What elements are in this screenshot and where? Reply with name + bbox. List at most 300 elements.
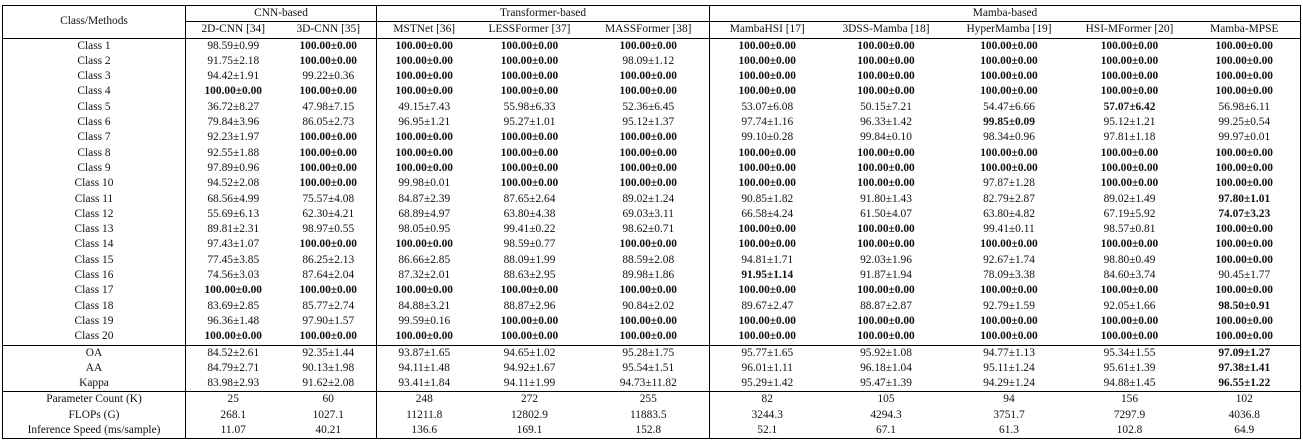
value-text: 97.74±1.16: [741, 116, 794, 129]
value-cell: [377, 299, 472, 314]
cost-row: [3, 408, 1301, 423]
best-value: 100.00±0.00: [1215, 330, 1273, 343]
value-cell: [281, 84, 377, 99]
value-cell: [948, 253, 1071, 268]
value-cell: [281, 176, 377, 191]
value-text: 93.87±1.65: [398, 346, 451, 359]
value-text: 82: [761, 393, 773, 406]
best-value: 100.00±0.00: [619, 146, 677, 159]
value-cell: [948, 176, 1071, 191]
value-cell: [710, 376, 825, 392]
value-cell: [825, 222, 948, 237]
value-cell: [186, 84, 281, 99]
value-cell: [825, 329, 948, 345]
best-value: 100.00±0.00: [299, 161, 357, 174]
value-cell: [472, 69, 588, 84]
best-value: 100.00±0.00: [299, 131, 357, 144]
value-text: 97.43±1.07: [207, 238, 260, 251]
value-cell: [281, 345, 377, 361]
value-cell: [948, 222, 1071, 237]
best-value: 100.00±0.00: [619, 131, 677, 144]
value-text: 82.79±2.87: [983, 192, 1035, 205]
value-text: 36.72±8.27: [207, 100, 260, 113]
value-cell: [377, 161, 472, 176]
row-label: Class 9: [3, 161, 186, 176]
best-value: 100.00±0.00: [619, 314, 677, 327]
value-text: 86.05±2.73: [302, 116, 355, 129]
value-cell: [186, 268, 281, 283]
method-header: MSTNet [36]: [377, 22, 472, 38]
row-label: FLOPs (G): [3, 408, 186, 423]
best-value: 100.00±0.00: [1215, 314, 1273, 327]
value-text: 7297.9: [1113, 408, 1146, 421]
value-cell: [186, 423, 281, 439]
value-cell: [948, 314, 1071, 329]
best-value: 100.00±0.00: [500, 70, 559, 83]
best-value: 100.00±0.00: [500, 284, 559, 297]
row-label: Class 10: [3, 176, 186, 191]
row-label: Parameter Count (K): [3, 392, 186, 408]
value-cell: [186, 392, 281, 408]
value-cell: [186, 222, 281, 237]
value-cell: [1189, 237, 1301, 252]
value-text: 11211.8: [406, 408, 443, 421]
value-text: 152.8: [635, 424, 662, 437]
best-value: 100.00±0.00: [1215, 253, 1273, 266]
value-text: 77.45±3.85: [207, 253, 260, 266]
row-label: Class 19: [3, 314, 186, 329]
value-cell: [472, 38, 588, 54]
best-value: 100.00±0.00: [500, 177, 559, 190]
value-text: 79.84±3.96: [207, 116, 260, 129]
value-cell: [1071, 69, 1189, 84]
value-text: 97.81±1.18: [1103, 131, 1156, 144]
value-text: 156: [1120, 393, 1139, 406]
cost-row: [3, 423, 1301, 439]
value-cell: [825, 84, 948, 99]
best-value: 100.00±0.00: [857, 177, 915, 190]
value-cell: [825, 376, 948, 392]
value-cell: [948, 392, 1071, 408]
value-cell: [281, 253, 377, 268]
best-value: 57.07±6.42: [1103, 100, 1156, 113]
class-row: [3, 84, 1301, 99]
value-text: 3751.7: [993, 408, 1025, 421]
value-cell: [1189, 283, 1301, 298]
value-cell: [710, 192, 825, 207]
value-text: 84.52±2.61: [207, 346, 260, 359]
value-cell: [186, 176, 281, 191]
best-value: 100.00±0.00: [500, 54, 559, 67]
class-row: [3, 192, 1301, 207]
value-cell: [948, 408, 1071, 423]
value-cell: [710, 268, 825, 283]
value-cell: [948, 237, 1071, 252]
class-row: [3, 237, 1301, 252]
value-cell: [588, 283, 710, 298]
value-text: 105: [877, 393, 895, 406]
value-text: 99.41±0.22: [503, 223, 556, 236]
best-value: 100.00±0.00: [299, 39, 357, 52]
value-cell: [710, 423, 825, 439]
value-cell: [377, 115, 472, 130]
best-value: 100.00±0.00: [857, 284, 915, 297]
best-value: 100.00±0.00: [395, 85, 453, 98]
value-text: 94.88±1.45: [1103, 377, 1156, 390]
value-cell: [377, 268, 472, 283]
value-cell: [281, 361, 377, 376]
value-cell: [948, 54, 1071, 69]
value-cell: [825, 54, 948, 69]
value-cell: [825, 176, 948, 191]
best-value: 100.00±0.00: [738, 85, 796, 98]
value-text: 99.98±0.01: [398, 177, 451, 190]
value-cell: [948, 207, 1071, 222]
value-text: 74.56±3.03: [207, 269, 260, 282]
best-value: 100.00±0.00: [980, 161, 1038, 174]
value-text: 98.05±0.95: [398, 223, 451, 236]
row-label: Class 4: [3, 84, 186, 99]
best-value: 100.00±0.00: [857, 314, 915, 327]
value-cell: [1071, 161, 1189, 176]
best-value: 74.07±3.23: [1218, 207, 1271, 220]
value-cell: [186, 38, 281, 54]
class-row: [3, 54, 1301, 69]
value-cell: [588, 130, 710, 145]
value-text: 99.97±0.01: [1218, 131, 1271, 144]
best-value: 100.00±0.00: [1215, 54, 1273, 67]
value-text: 95.12±1.37: [622, 116, 675, 129]
value-cell: [1071, 222, 1189, 237]
value-cell: [825, 361, 948, 376]
row-label: Class 16: [3, 268, 186, 283]
value-text: 86.66±2.85: [398, 253, 451, 266]
value-cell: [1189, 176, 1301, 191]
best-value: 100.00±0.00: [395, 238, 453, 251]
value-text: 95.29±1.42: [741, 377, 794, 390]
value-cell: [281, 299, 377, 314]
value-text: 98.97±0.55: [302, 223, 355, 236]
value-text: 136.6: [411, 424, 438, 437]
value-cell: [377, 314, 472, 329]
value-cell: [710, 222, 825, 237]
value-cell: [377, 423, 472, 439]
value-cell: [1189, 100, 1301, 115]
cost-row: [3, 392, 1301, 408]
value-cell: [710, 84, 825, 99]
best-value: 100.00±0.00: [980, 39, 1038, 52]
value-text: 98.59±0.99: [207, 39, 260, 52]
best-value: 100.00±0.00: [500, 85, 559, 98]
value-text: 84.79±2.71: [207, 361, 260, 374]
value-text: 91.80±1.43: [860, 192, 912, 205]
value-cell: [948, 130, 1071, 145]
class-row: [3, 130, 1301, 145]
best-value: 100.00±0.00: [980, 330, 1038, 343]
value-text: 11.07: [220, 424, 246, 437]
value-cell: [710, 361, 825, 376]
value-text: 90.13±1.98: [302, 361, 355, 374]
value-text: 95.12±1.21: [1103, 116, 1156, 129]
value-cell: [281, 115, 377, 130]
value-text: 94.77±1.13: [983, 346, 1035, 359]
value-cell: [281, 69, 377, 84]
value-cell: [186, 192, 281, 207]
row-label: Class 12: [3, 207, 186, 222]
value-cell: [710, 130, 825, 145]
value-cell: [281, 100, 377, 115]
best-value: 100.00±0.00: [1215, 85, 1273, 98]
best-value: 100.00±0.00: [738, 161, 796, 174]
value-text: 94.52±2.08: [207, 177, 260, 190]
overall-metrics-section: [3, 345, 1301, 392]
value-cell: [186, 100, 281, 115]
value-cell: [1189, 392, 1301, 408]
class-row: [3, 115, 1301, 130]
value-cell: [710, 176, 825, 191]
value-cell: [825, 115, 948, 130]
value-text: 55.98±6.33: [503, 100, 556, 113]
value-cell: [186, 376, 281, 392]
best-value: 100.00±0.00: [204, 284, 262, 297]
value-cell: [948, 146, 1071, 161]
class-row: [3, 207, 1301, 222]
best-value: 100.00±0.00: [395, 330, 453, 343]
row-label: Class 13: [3, 222, 186, 237]
value-text: 95.92±1.08: [860, 346, 912, 359]
value-cell: [825, 38, 948, 54]
value-cell: [472, 408, 588, 423]
value-cell: [825, 423, 948, 439]
value-cell: [710, 253, 825, 268]
value-cell: [948, 100, 1071, 115]
value-cell: [1071, 268, 1189, 283]
value-cell: [1071, 176, 1189, 191]
value-cell: [377, 222, 472, 237]
value-text: 94.29±1.24: [983, 377, 1035, 390]
value-text: 84.88±3.21: [398, 299, 451, 312]
row-label: Class 11: [3, 192, 186, 207]
value-text: 95.28±1.75: [622, 346, 675, 359]
best-value: 100.00±0.00: [204, 330, 262, 343]
value-cell: [588, 222, 710, 237]
value-cell: [1189, 423, 1301, 439]
value-cell: [472, 84, 588, 99]
value-cell: [948, 38, 1071, 54]
value-cell: [1071, 408, 1189, 423]
class-row: [3, 329, 1301, 345]
value-text: 272: [520, 393, 539, 406]
best-value: 100.00±0.00: [1215, 177, 1273, 190]
value-cell: [186, 314, 281, 329]
comparison-table: [2, 5, 1301, 439]
value-cell: [710, 283, 825, 298]
value-cell: [825, 392, 948, 408]
best-value: 100.00±0.00: [1100, 146, 1159, 159]
best-value: 100.00±0.00: [619, 39, 677, 52]
class-row: [3, 283, 1301, 298]
value-text: 86.25±2.13: [302, 253, 355, 266]
value-text: 94.92±1.67: [503, 361, 556, 374]
value-cell: [186, 361, 281, 376]
value-cell: [472, 361, 588, 376]
value-cell: [948, 268, 1071, 283]
value-cell: [472, 207, 588, 222]
value-text: 95.61±1.39: [1103, 361, 1156, 374]
value-text: 255: [639, 393, 657, 406]
value-cell: [825, 283, 948, 298]
value-text: 88.09±1.99: [503, 253, 556, 266]
value-text: 91.87±1.94: [860, 269, 912, 282]
value-cell: [1071, 423, 1189, 439]
value-cell: [281, 54, 377, 69]
best-value: 100.00±0.00: [1215, 70, 1273, 83]
best-value: 100.00±0.00: [857, 85, 915, 98]
value-cell: [377, 329, 472, 345]
value-cell: [1189, 161, 1301, 176]
row-label: Class 1: [3, 38, 186, 54]
value-cell: [472, 100, 588, 115]
value-cell: [825, 408, 948, 423]
value-cell: [377, 176, 472, 191]
value-cell: [1189, 69, 1301, 84]
value-cell: [472, 329, 588, 345]
value-cell: [281, 130, 377, 145]
value-cell: [186, 115, 281, 130]
value-cell: [186, 299, 281, 314]
best-value: 100.00±0.00: [1100, 238, 1159, 251]
value-text: 4294.3: [870, 408, 902, 421]
value-text: 90.85±1.82: [741, 192, 794, 205]
value-cell: [186, 54, 281, 69]
value-cell: [825, 146, 948, 161]
best-value: 100.00±0.00: [395, 39, 453, 52]
value-text: 95.34±1.55: [1103, 346, 1156, 359]
best-value: 100.00±0.00: [299, 330, 357, 343]
value-text: 12802.9: [510, 408, 549, 421]
method-header: HSI-MFormer [20]: [1071, 22, 1189, 38]
value-cell: [948, 84, 1071, 99]
value-cell: [588, 253, 710, 268]
value-cell: [1189, 207, 1301, 222]
value-cell: [710, 69, 825, 84]
best-value: 98.50±0.91: [1218, 299, 1271, 312]
value-cell: [588, 161, 710, 176]
value-text: 66.58±4.24: [741, 207, 794, 220]
value-cell: [281, 192, 377, 207]
group-mamba-based: Mamba-based: [710, 6, 1301, 22]
value-text: 1027.1: [312, 408, 344, 421]
value-cell: [1071, 376, 1189, 392]
value-text: 169.1: [516, 424, 543, 437]
value-text: 83.98±2.93: [207, 377, 260, 390]
header-method-row: [3, 22, 1301, 38]
value-cell: [472, 299, 588, 314]
value-text: 87.64±2.04: [302, 269, 355, 282]
value-cell: [281, 38, 377, 54]
best-value: 100.00±0.00: [1215, 146, 1273, 159]
value-cell: [1071, 207, 1189, 222]
value-text: 94.42±1.91: [207, 70, 260, 83]
value-text: 92.79±1.59: [983, 299, 1035, 312]
value-cell: [472, 161, 588, 176]
value-cell: [1189, 314, 1301, 329]
best-value: 100.00±0.00: [395, 131, 453, 144]
value-text: 99.10±0.28: [741, 131, 794, 144]
value-text: 84.87±2.39: [398, 192, 451, 205]
value-cell: [281, 376, 377, 392]
value-text: 99.59±0.16: [398, 314, 451, 327]
best-value: 100.00±0.00: [619, 284, 677, 297]
class-row: [3, 161, 1301, 176]
value-cell: [281, 222, 377, 237]
value-cell: [948, 69, 1071, 84]
value-cell: [1189, 54, 1301, 69]
value-cell: [472, 268, 588, 283]
value-cell: [377, 253, 472, 268]
value-cell: [377, 237, 472, 252]
value-cell: [1189, 329, 1301, 345]
value-cell: [377, 361, 472, 376]
best-value: 100.00±0.00: [500, 314, 559, 327]
method-header: 2D-CNN [34]: [186, 22, 281, 38]
best-value: 100.00±0.00: [395, 146, 453, 159]
value-text: 49.15±7.43: [398, 100, 451, 113]
value-text: 84.60±3.74: [1103, 269, 1156, 282]
best-value: 100.00±0.00: [738, 330, 796, 343]
value-cell: [1071, 361, 1189, 376]
value-cell: [588, 268, 710, 283]
best-value: 100.00±0.00: [1215, 223, 1273, 236]
value-cell: [1071, 100, 1189, 115]
corner-header: Class/Methods: [3, 6, 186, 39]
value-cell: [1071, 329, 1189, 345]
value-text: 89.81±2.31: [207, 223, 260, 236]
value-text: 92.35±1.44: [302, 346, 355, 359]
row-label: Class 8: [3, 146, 186, 161]
value-cell: [1071, 54, 1189, 69]
best-value: 100.00±0.00: [1100, 54, 1159, 67]
best-value: 100.00±0.00: [1215, 284, 1273, 297]
best-value: 100.00±0.00: [1215, 238, 1273, 251]
value-cell: [825, 130, 948, 145]
value-cell: [588, 361, 710, 376]
value-cell: [588, 237, 710, 252]
value-text: 94.73±11.82: [619, 377, 677, 390]
value-cell: [472, 392, 588, 408]
value-cell: [948, 299, 1071, 314]
value-text: 102: [1235, 393, 1253, 406]
value-cell: [710, 345, 825, 361]
row-label: Class 20: [3, 329, 186, 345]
class-row: [3, 299, 1301, 314]
value-cell: [1189, 299, 1301, 314]
best-value: 100.00±0.00: [619, 85, 677, 98]
value-cell: [281, 408, 377, 423]
best-value: 99.85±0.09: [983, 116, 1035, 129]
value-text: 78.09±3.38: [983, 269, 1035, 282]
group-cnn-based: CNN-based: [186, 6, 377, 22]
value-text: 92.05±1.66: [1103, 299, 1156, 312]
value-cell: [588, 38, 710, 54]
value-text: 52.36±6.45: [622, 100, 675, 113]
method-header: MambaHSI [17]: [710, 22, 825, 38]
value-text: 99.84±0.10: [860, 131, 912, 144]
row-label: Class 17: [3, 283, 186, 298]
value-text: 60: [322, 393, 334, 406]
value-cell: [710, 115, 825, 130]
value-text: 99.25±0.54: [1218, 116, 1271, 129]
